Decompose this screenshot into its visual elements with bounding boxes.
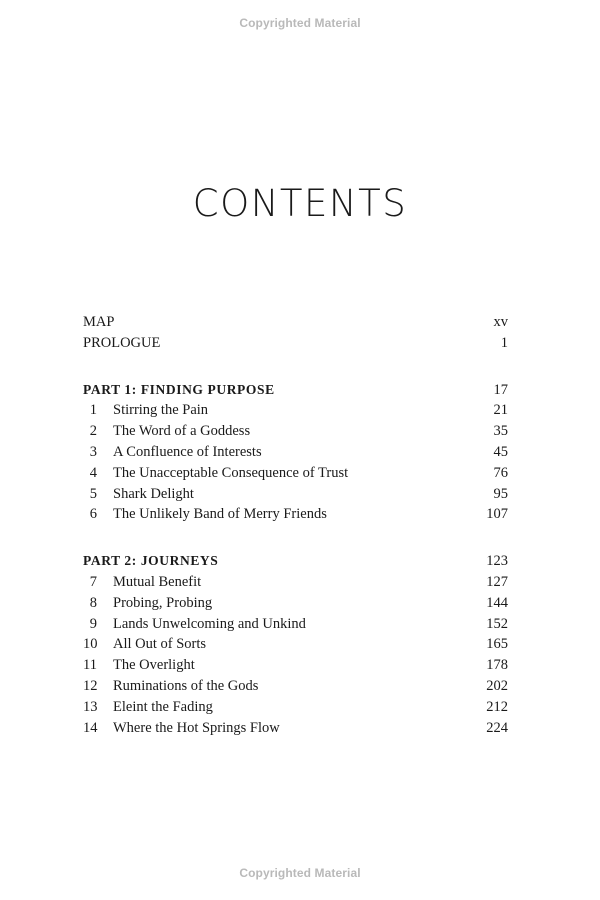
chapter-title: All Out of Sorts — [113, 636, 207, 653]
toc-chapter-2[interactable] — [83, 421, 508, 442]
toc-chapter-5[interactable] — [83, 484, 508, 505]
chapter-number: 4 — [89, 464, 97, 481]
toc-chapter-3[interactable] — [83, 442, 508, 463]
toc-chapter-11[interactable] — [83, 655, 508, 676]
chapter-number: 14 — [83, 719, 98, 736]
chapter-page: 144 — [486, 594, 508, 611]
chapter-title: The Overlight — [113, 657, 195, 674]
chapter-number: 8 — [89, 594, 97, 611]
chapter-title: The Word of a Goddess — [113, 423, 251, 440]
toc-entry-title: PROLOGUE — [83, 334, 161, 351]
chapter-number: 12 — [83, 677, 98, 694]
copyright-watermark-top: Copyrighted Material — [239, 16, 361, 30]
toc-chapter-4[interactable] — [83, 463, 508, 484]
chapter-number: 1 — [89, 402, 97, 419]
toc-chapter-14[interactable] — [83, 718, 508, 739]
chapter-page: 45 — [493, 443, 508, 460]
toc-chapter-8[interactable] — [83, 593, 508, 614]
chapter-page: 127 — [486, 573, 508, 590]
page-title: CONTENTS — [192, 182, 408, 225]
toc-part-1[interactable] — [83, 380, 508, 401]
chapter-title: Lands Unwelcoming and Unkind — [113, 615, 306, 632]
chapter-page: 212 — [486, 698, 508, 715]
section-spacer — [83, 354, 508, 380]
chapter-page: 95 — [493, 485, 508, 502]
chapter-page: 107 — [486, 506, 508, 523]
chapter-page: 224 — [486, 719, 508, 736]
toc-chapter-6[interactable] — [83, 504, 508, 525]
toc-chapter-7[interactable] — [83, 572, 508, 593]
chapter-title: Mutual Benefit — [113, 573, 202, 590]
part-title: PART 1: FINDING PURPOSE — [83, 381, 275, 397]
chapter-page: 178 — [486, 657, 508, 674]
copyright-watermark-bottom: Copyrighted Material — [239, 866, 361, 880]
toc-chapter-1[interactable] — [83, 400, 508, 421]
chapter-title: Eleint the Fading — [113, 698, 213, 715]
chapter-page: 165 — [486, 636, 508, 653]
chapter-number: 6 — [89, 506, 97, 523]
chapter-number: 3 — [89, 443, 97, 460]
chapter-number: 9 — [89, 615, 97, 632]
section-spacer — [83, 525, 508, 551]
toc-entry-title: MAP — [83, 314, 115, 330]
toc-entry-page: 1 — [500, 334, 508, 351]
chapter-title: The Unlikely Band of Merry Friends — [113, 506, 327, 523]
toc-chapter-13[interactable] — [83, 697, 508, 718]
toc-entry-page: xv — [493, 314, 508, 330]
chapter-title: The Unacceptable Consequence of Trust — [113, 464, 349, 481]
chapter-page: 76 — [493, 464, 508, 481]
toc-chapter-9[interactable] — [83, 614, 508, 635]
part-title: PART 2: JOURNEYS — [83, 553, 219, 569]
chapter-page: 21 — [493, 402, 508, 419]
chapter-title: Where the Hot Springs Flow — [113, 719, 280, 736]
toc-entry-prologue[interactable] — [83, 333, 508, 354]
table-of-contents — [83, 312, 508, 738]
chapter-number: 11 — [83, 657, 97, 674]
chapter-page: 152 — [486, 615, 508, 632]
chapter-number: 13 — [83, 698, 98, 715]
toc-entry-map[interactable] — [83, 312, 508, 333]
chapter-number: 7 — [89, 573, 97, 590]
toc-chapter-10[interactable] — [83, 634, 508, 655]
chapter-page: 35 — [493, 423, 508, 440]
part-page: 123 — [486, 553, 508, 570]
chapter-page: 202 — [486, 677, 508, 694]
chapter-title: Ruminations of the Gods — [113, 677, 259, 694]
toc-part-2[interactable] — [83, 551, 508, 572]
chapter-number: 10 — [83, 636, 98, 653]
chapter-number: 2 — [89, 423, 97, 440]
chapter-title: Stirring the Pain — [113, 402, 209, 419]
chapter-number: 5 — [89, 485, 97, 502]
part-page: 17 — [493, 381, 508, 398]
chapter-title: A Confluence of Interests — [113, 443, 262, 460]
chapter-title: Probing, Probing — [113, 594, 213, 611]
chapter-title: Shark Delight — [113, 485, 194, 502]
toc-chapter-12[interactable] — [83, 676, 508, 697]
